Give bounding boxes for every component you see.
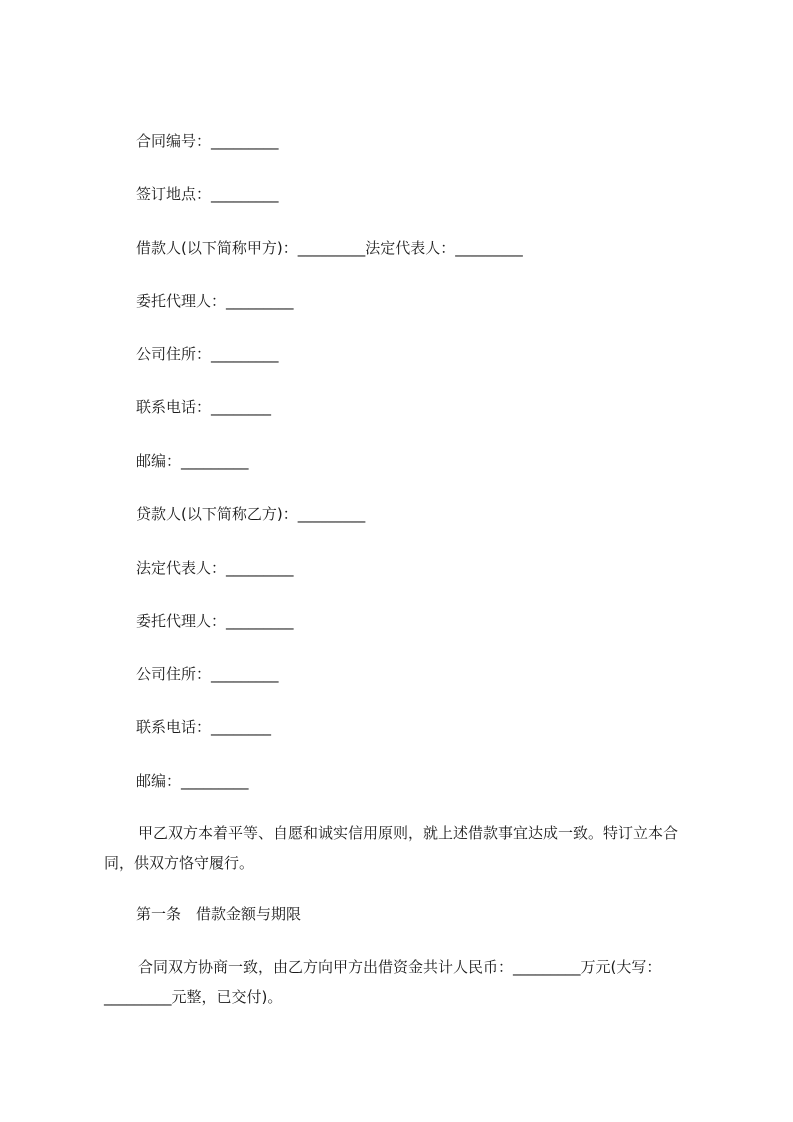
sign-place-field: 签订地点：_________	[136, 185, 279, 203]
lender-zip-field: 邮编：_________	[136, 772, 249, 790]
borrower-phone-field: 联系电话：________	[136, 398, 272, 416]
article-1-body: 合同双方协商一致，由乙方向甲方出借资金共计人民币：_________万元(大写：_________元整，已交付)。	[104, 958, 662, 1006]
lender-representative-field: 法定代表人：_________	[136, 559, 294, 577]
contract-number-field: 合同编号：_________	[136, 132, 279, 150]
lender-address-field: 公司住所：_________	[136, 665, 279, 683]
lender-phone-field: 联系电话：________	[136, 718, 272, 736]
intro-paragraph: 甲乙双方本着平等、自愿和诚实信用原则，就上述借款事宜达成一致。特订立本合同，供双方恪守履行。	[104, 824, 679, 872]
lender-field: 贷款人(以下简称乙方)：_________	[136, 505, 366, 523]
borrower-field: 借款人(以下简称甲方)：_________法定代表人：_________	[136, 239, 523, 257]
borrower-zip-field: 邮编：_________	[136, 452, 249, 470]
article-1-heading: 第一条 借款金额与期限	[136, 905, 302, 923]
lender-agent-field: 委托代理人：_________	[136, 612, 294, 630]
borrower-address-field: 公司住所：_________	[136, 345, 279, 363]
borrower-agent-field: 委托代理人：_________	[136, 292, 294, 310]
